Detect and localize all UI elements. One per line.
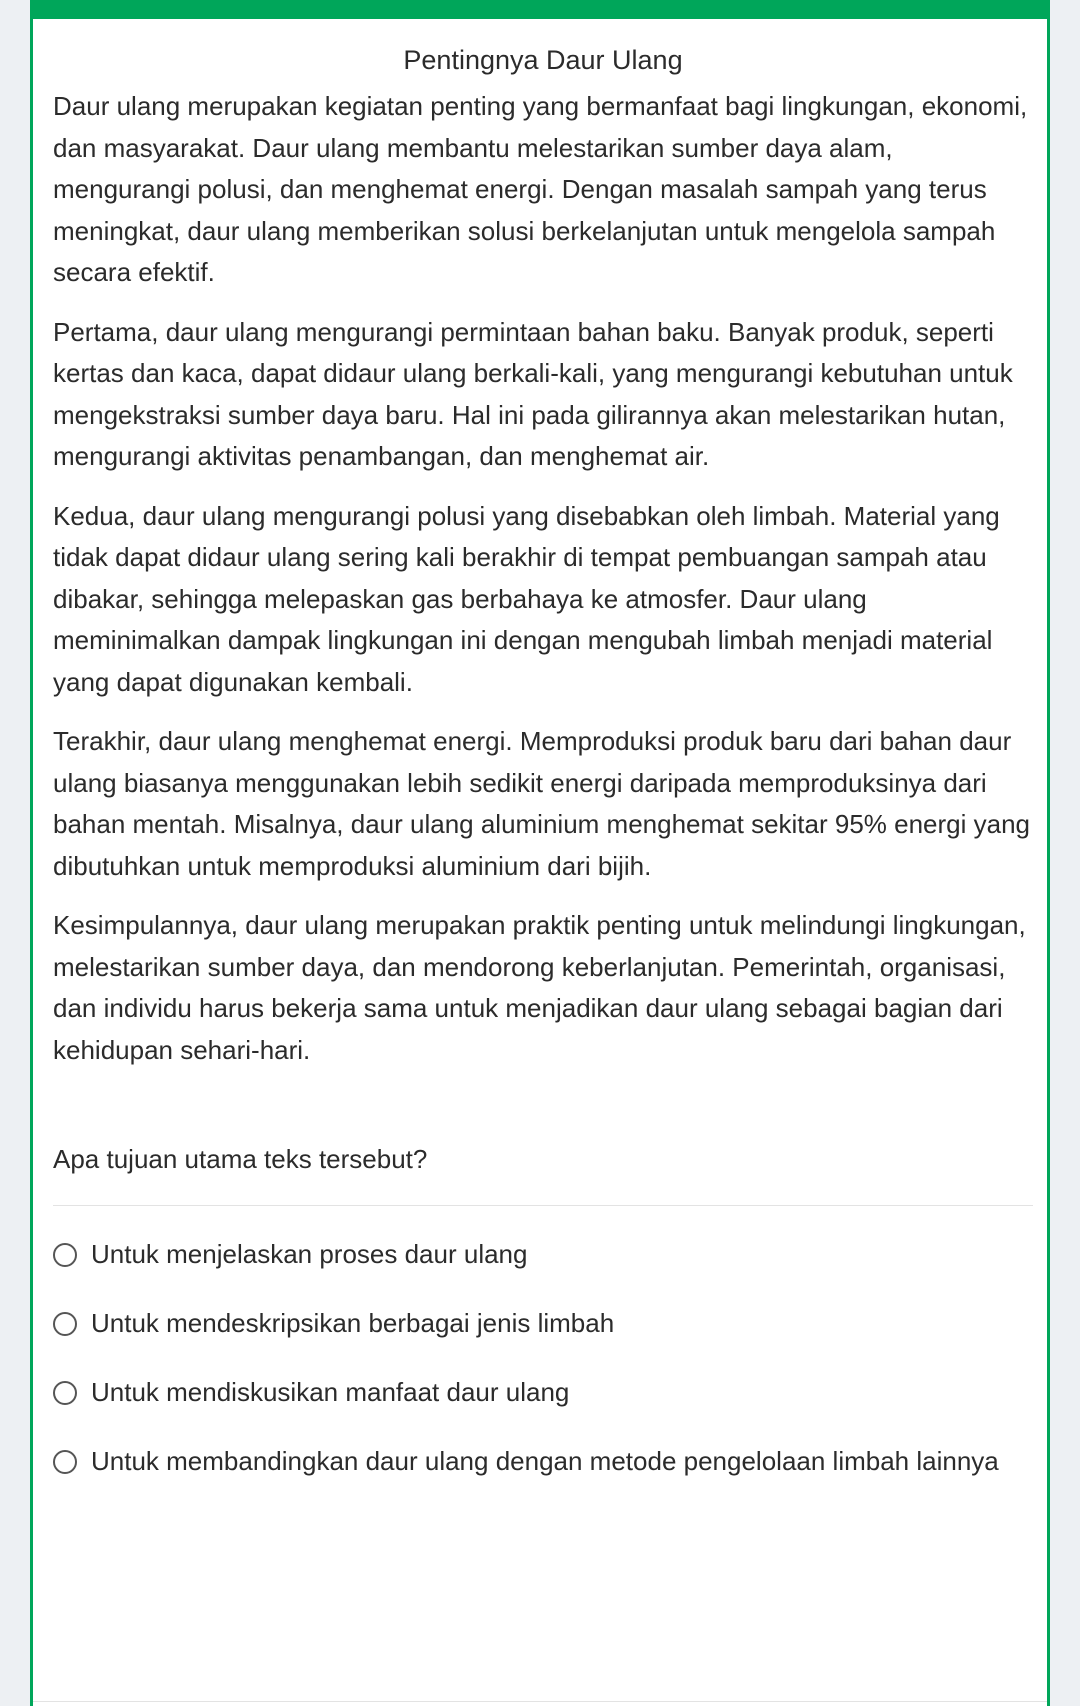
question-divider (53, 1205, 1033, 1206)
article-paragraph-5: Kesimpulannya, daur ulang merupakan praktik penting untuk melindungi lingkungan, melestarikan sumber daya, dan mendorong keberlanjutan. Pemerintah, organisasi, dan individu harus bekerja sama untuk menjadikan daur ulang sebagai bagian dari kehidupan sehari-hari. (53, 910, 1026, 1065)
answer-option-label: Untuk menjelaskan proses daur ulang (91, 1239, 528, 1269)
question-text: Apa tujuan utama teks tersebut? (53, 1144, 428, 1174)
radio-button-icon[interactable] (53, 1381, 77, 1405)
article-paragraph-2: Pertama, daur ulang mengurangi permintaan bahan baku. Banyak produk, seperti kertas dan kaca, dapat didaur ulang berkali-kali, yang mengurangi kebutuhan untuk mengekstraksi sumber daya baru. Hal ini pada gilirannya akan melestarikan hutan, mengurangi aktivitas penambangan, dan menghemat air. (53, 316, 1013, 471)
quiz-card (30, 0, 1050, 1706)
answer-option-2[interactable] (53, 1303, 1033, 1344)
answer-option-4[interactable] (53, 1441, 1033, 1482)
article-paragraph-4: Terakhir, daur ulang menghemat energi. Memproduksi produk baru dari bahan daur ulang biasanya menggunakan lebih sedikit energi daripada memproduksinya dari bahan mentah. Misalnya, daur ulang aluminium menghemat sekitar 95% energi yang dibutuhkan untuk memproduksi aluminium dari bijih. (53, 726, 1031, 881)
card-content (53, 36, 1033, 1510)
answer-option-label: Untuk mendeskripsikan berbagai jenis limbah (91, 1308, 615, 1338)
answer-option-label: Untuk mendiskusikan manfaat daur ulang (91, 1377, 570, 1407)
radio-button-icon[interactable] (53, 1450, 77, 1474)
answer-option-3[interactable] (53, 1372, 1033, 1413)
answer-option-label: Untuk membandingkan daur ulang dengan metode pengelolaan limbah lainnya (91, 1446, 999, 1476)
article-title: Pentingnya Daur Ulang (403, 45, 683, 75)
radio-button-icon[interactable] (53, 1243, 77, 1267)
card-bottom-divider (33, 1701, 1047, 1702)
radio-button-icon[interactable] (53, 1312, 77, 1336)
answer-option-1[interactable] (53, 1234, 1033, 1275)
card-accent-bar (33, 0, 1047, 19)
article-paragraph-1: Daur ulang merupakan kegiatan penting yang bermanfaat bagi lingkungan, ekonomi, dan masyarakat. Daur ulang membantu melestarikan sumber daya alam, mengurangi polusi, dan menghemat energi. Dengan masalah sampah yang terus meningkat, daur ulang memberikan solusi berkelanjutan untuk mengelola sampah secara efektif. (53, 91, 1028, 287)
article-paragraph-3: Kedua, daur ulang mengurangi polusi yang disebabkan oleh limbah. Material yang tidak dapat didaur ulang sering kali berakhir di tempat pembuangan sampah atau dibakar, sehingga melepaskan gas berbahaya ke atmosfer. Daur ulang meminimalkan dampak lingkungan ini dengan mengubah limbah menjadi material yang dapat digunakan kembali. (53, 500, 1000, 697)
